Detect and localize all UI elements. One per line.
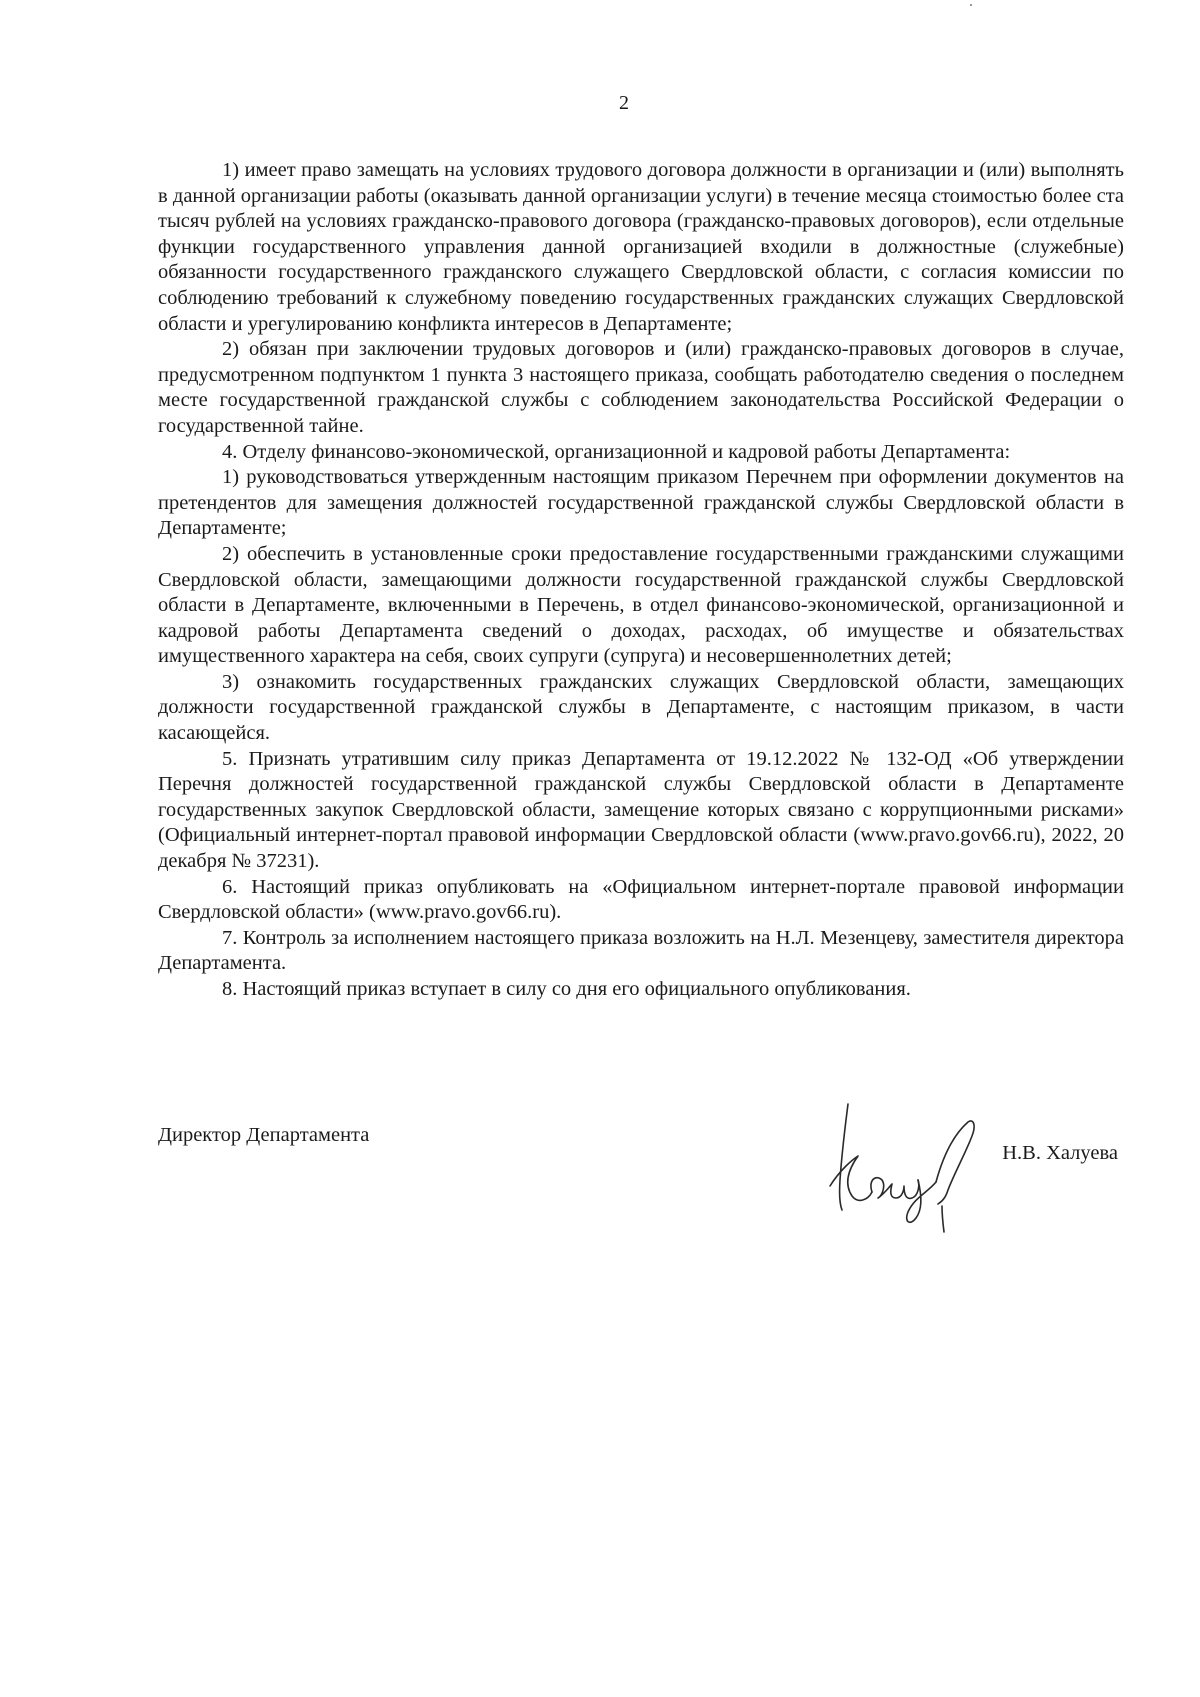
document-body bbox=[158, 158, 1124, 1003]
signature-block bbox=[158, 1122, 1124, 1232]
page-number: 2 bbox=[619, 92, 629, 114]
paragraph-3-1: 1) имеет право замещать на условиях трудового договора должности в организации и (или) выполнять в данной организации работы (оказывать данной организации услуги) в течение месяца стоимостью более ста тысяч рублей на условиях гражданско-правового договора (гражданско-правовых договоров), если отдельные функции государственного управления данной организацией входили в должностные (служебные) обязанности государственного гражданского служащего Свердловской области, с согласия комиссии по соблюдению требований к служебному поведению государственных гражданских служащих Свердловской области и урегулированию конфликта интересов в Департаменте; bbox=[158, 159, 1124, 335]
paragraph-4-2: 2) обеспечить в установленные сроки предоставление государственными гражданскими служащими Свердловской области, замещающими должности государственной гражданской службы Свердловской области в Департаменте, включенными в Перечень, в отдел финансово-экономической, организационной и кадровой работы Департамента сведений о доходах, расходах, об имуществе и обязательствах имущественного характера на себя, своих супруги (супруга) и несовершеннолетних детей; bbox=[158, 542, 1124, 668]
paragraph-4-1: 1) руководствоваться утвержденным настоящим приказом Перечнем при оформлении документов на претендентов для замещения должностей государственной гражданской службы Свердловской области в Департаменте; bbox=[158, 466, 1124, 540]
paragraph-3-2: 2) обязан при заключении трудовых договоров и (или) гражданско-правовых договоров в случае, предусмотренном подпунктом 1 пункта 3 настоящего приказа, сообщать работодателю сведения о последнем месте государственной гражданской службы с соблюдением законодательства Российской Федерации о государственной тайне. bbox=[158, 338, 1124, 437]
paragraph-4-3: 3) ознакомить государственных гражданских служащих Свердловской области, замещающих должности государственной гражданской службы в Департаменте, с настоящим приказом, в части касающейся. bbox=[158, 670, 1124, 745]
paragraph-7: 7. Контроль за исполнением настоящего приказа возложить на Н.Л. Мезенцеву, заместителя директора Департамента. bbox=[158, 926, 1124, 975]
paragraph-6: 6. Настоящий приказ опубликовать на «Официальном интернет-портале правовой информации Свердловской области» (www.pravo.gov66.ru). bbox=[158, 875, 1124, 924]
handwritten-signature bbox=[818, 1100, 978, 1240]
scan-speck bbox=[970, 4, 972, 6]
paragraph-4: 4. Отделу финансово-экономической, организационной и кадровой работы Департамента: bbox=[222, 440, 1011, 463]
signatory-name: Н.В. Халуева bbox=[1002, 1142, 1118, 1164]
paragraph-5: 5. Признать утратившим силу приказ Департамента от 19.12.2022 № 132-ОД «Об утверждении Перечня должностей государственной гражданской службы Свердловской области в Департаменте государственных закупок Свердловской области, замещение которых связано с коррупционными рисками» (Официальный интернет-портал правовой информации Свердловской области (www.pravo.gov66.ru), 2022, 20 декабря № 37231). bbox=[158, 747, 1124, 873]
signatory-title: Директор Департамента bbox=[158, 1124, 370, 1146]
paragraph-8: 8. Настоящий приказ вступает в силу со дня его официального опубликования. bbox=[222, 978, 911, 1000]
